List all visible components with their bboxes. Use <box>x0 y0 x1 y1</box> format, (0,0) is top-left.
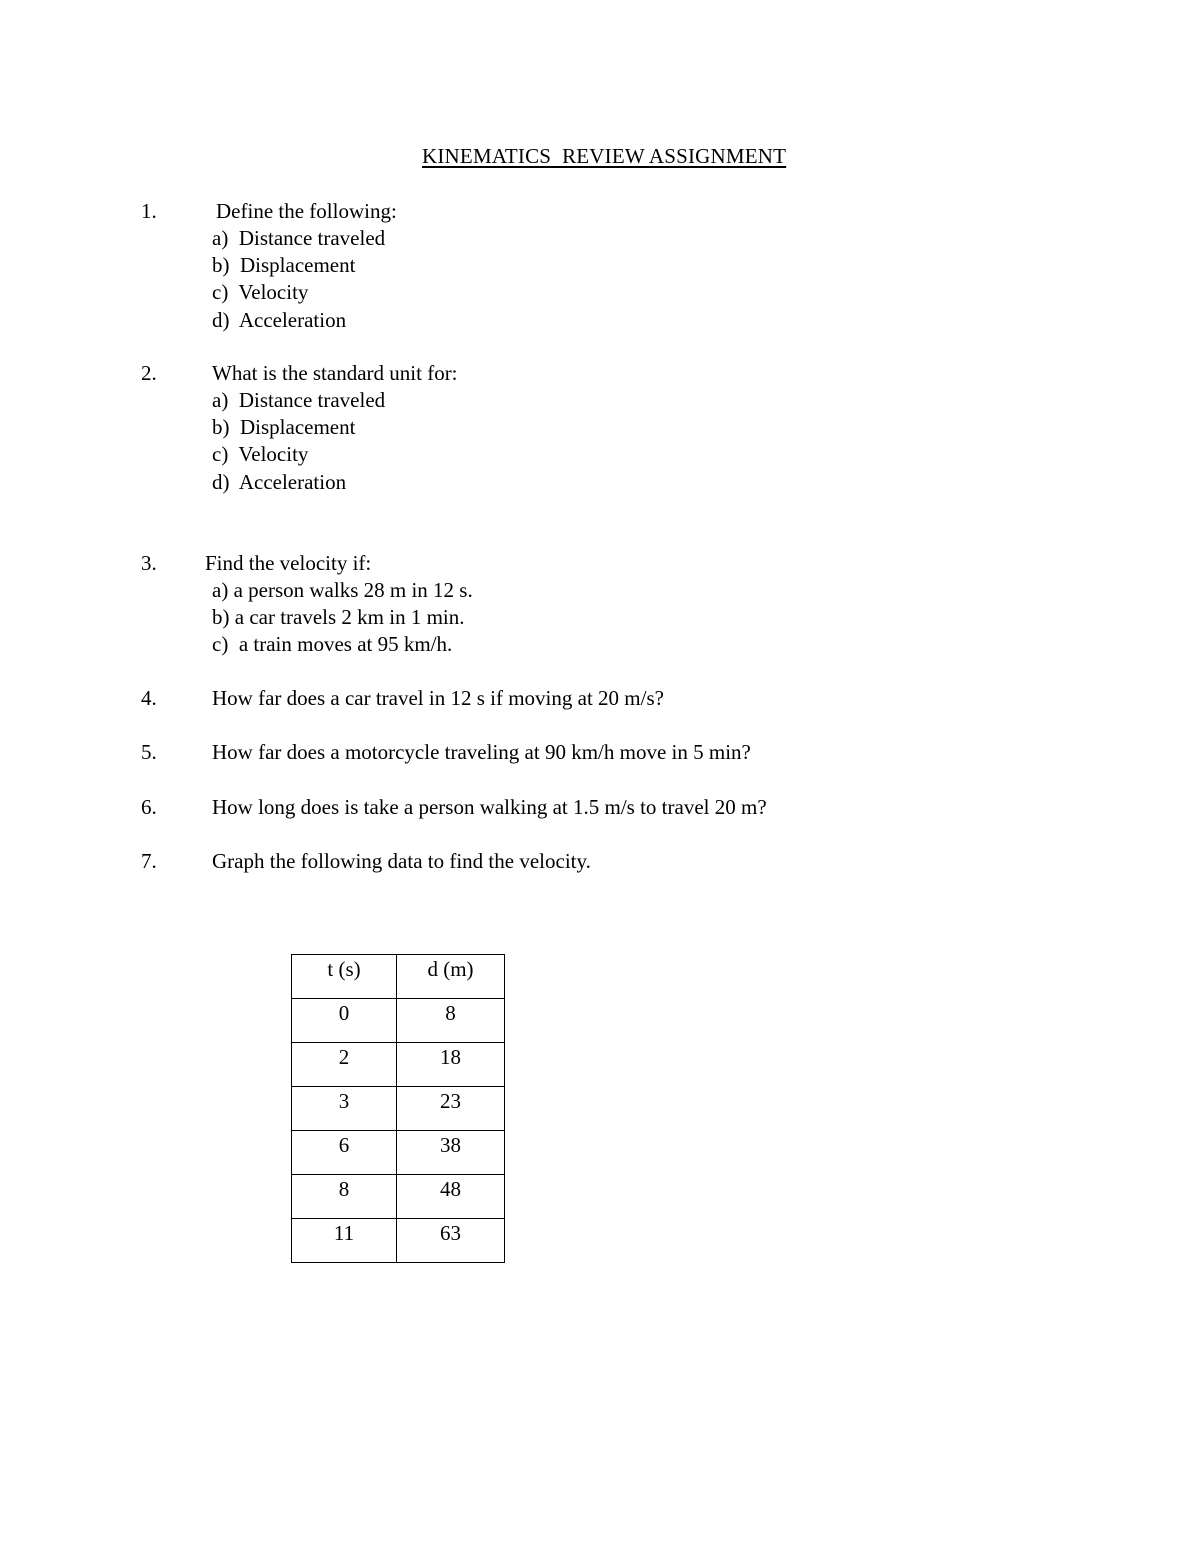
q2-item-b: b) Displacement <box>212 415 356 439</box>
q1-prompt: Define the following: <box>216 199 397 223</box>
q2-item-d: d) Acceleration <box>212 470 347 494</box>
table-cell-distance: 8 <box>397 999 505 1043</box>
q1-item-a: a) Distance traveled <box>212 226 386 250</box>
q3-item-b: b) a car travels 2 km in 1 min. <box>212 605 465 629</box>
table-row <box>292 1087 505 1131</box>
table-cell-time: 3 <box>292 1087 397 1131</box>
table-row <box>292 1219 505 1263</box>
q3-item-a: a) a person walks 28 m in 12 s. <box>212 578 473 602</box>
q1-item-c: c) Velocity <box>212 280 309 304</box>
table-cell-distance: 38 <box>397 1131 505 1175</box>
table-cell-time: 11 <box>292 1219 397 1263</box>
q2-item-a: a) Distance traveled <box>212 388 386 412</box>
q1-item-b: b) Displacement <box>212 253 356 277</box>
q7-prompt: Graph the following data to find the velocity. <box>212 849 591 873</box>
q2-item-c: c) Velocity <box>212 442 309 466</box>
table-cell-time: 2 <box>292 1043 397 1087</box>
q2-number: 2. <box>141 361 157 385</box>
table-cell-time: 8 <box>292 1175 397 1219</box>
q3-prompt: Find the velocity if: <box>205 551 372 575</box>
table-header-distance: d (m) <box>397 955 505 999</box>
q5-prompt: How far does a motorcycle traveling at 90 km/h move in 5 min? <box>212 740 751 764</box>
q5-number: 5. <box>141 740 157 764</box>
q1-number: 1. <box>141 199 157 223</box>
table-cell-distance: 18 <box>397 1043 505 1087</box>
data-table <box>291 954 505 1263</box>
table-row <box>292 1131 505 1175</box>
q2-prompt: What is the standard unit for: <box>212 361 458 385</box>
table-row <box>292 1175 505 1219</box>
table-cell-distance: 63 <box>397 1219 505 1263</box>
q1-item-d: d) Acceleration <box>212 308 347 332</box>
table-row <box>292 1043 505 1087</box>
q7-number: 7. <box>141 849 157 873</box>
q4-prompt: How far does a car travel in 12 s if moving at 20 m/s? <box>212 686 664 710</box>
q6-number: 6. <box>141 795 157 819</box>
q4-number: 4. <box>141 686 157 710</box>
table-cell-time: 0 <box>292 999 397 1043</box>
q6-prompt: How long does is take a person walking at 1.5 m/s to travel 20 m? <box>212 795 767 819</box>
page-title: KINEMATICS REVIEW ASSIGNMENT <box>422 144 787 168</box>
q3-item-c: c) a train moves at 95 km/h. <box>212 632 453 656</box>
table-row <box>292 999 505 1043</box>
q3-number: 3. <box>141 551 157 575</box>
table-cell-distance: 48 <box>397 1175 505 1219</box>
table-cell-time: 6 <box>292 1131 397 1175</box>
table-cell-distance: 23 <box>397 1087 505 1131</box>
table-header-time: t (s) <box>292 955 397 999</box>
table-header-row <box>292 955 505 999</box>
